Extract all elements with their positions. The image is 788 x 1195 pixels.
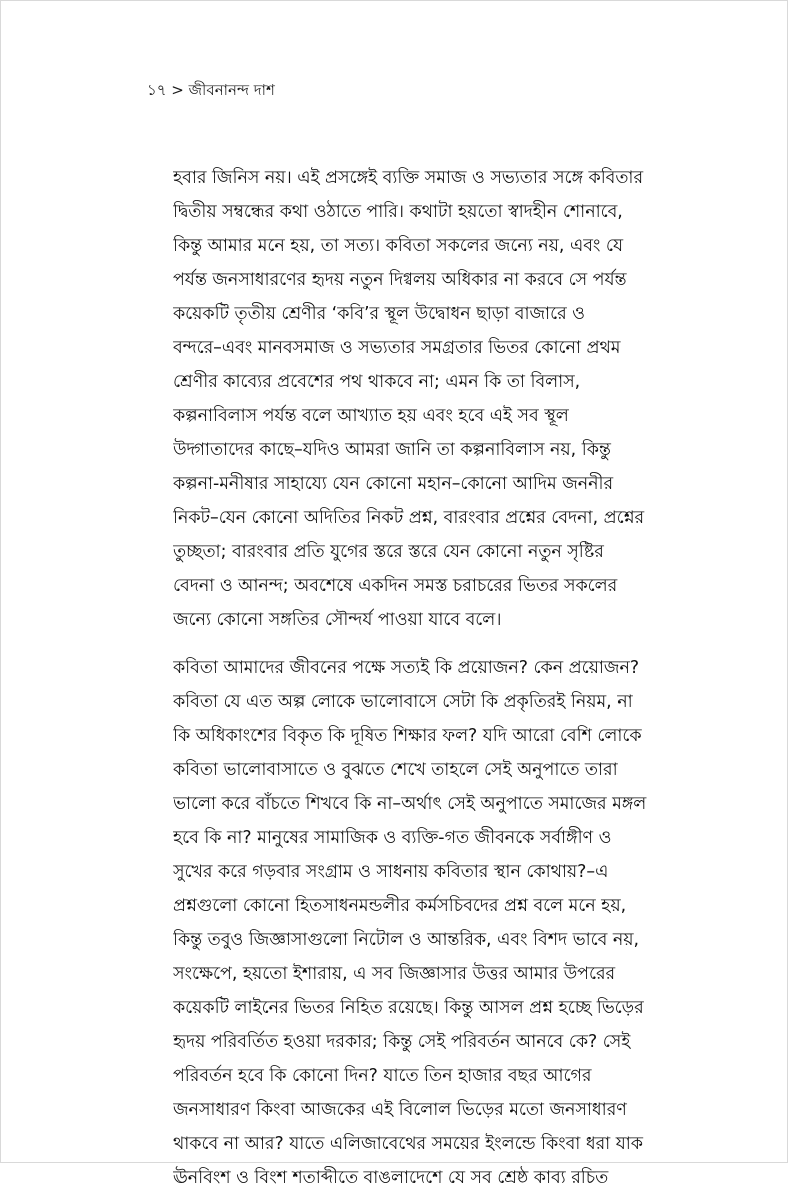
- text-line: নিকট–যেন কোনো অদিতির নিকট প্রশ্ন, বারংবার প্রশ্নের বেদনা, প্রশ্নের: [173, 508, 645, 528]
- text-line: সংক্ষেপে, হয়তো ইশারায়, এ সব জিজ্ঞাসার উত্তর আমার উপরের: [173, 964, 616, 984]
- text-line: জন্যে কোনো সঙ্গতির সৌন্দর্য পাওয়া যাবে বলে।: [173, 610, 502, 630]
- text-line: কল্পনা-মনীষার সাহায্যে যেন কোনো মহান–কোনো আদিম জননীর: [173, 474, 614, 494]
- text-line: পরিবর্তন হবে কি কোনো দিন? যাতে তিন হাজার বছর আগের: [173, 1066, 592, 1086]
- header-separator: >: [171, 81, 184, 99]
- text-line: উদ্গাতাদের কাছে–যদিও আমরা জানি তা কল্পনাবিলাস নয়, কিন্তু: [173, 440, 611, 460]
- text-line: কবিতা যে এত অল্প লোকে ভালোবাসে সেটা কি প্রকৃতিরই নিয়ম, না: [173, 692, 633, 712]
- text-line: পর্যন্ত জনসাধারণের হৃদয় নতুন দিগ্বলয় অধিকার না করবে সে পর্যন্ত: [173, 270, 627, 290]
- text-line: হৃদয় পরিবর্তিত হওয়া দরকার; কিন্তু সেই পরিবর্তন আনবে কে? সেই: [173, 1032, 631, 1052]
- text-line: তুচ্ছতা; বারংবার প্রতি যুগের স্তরে স্তরে যেন কোনো নতুন সৃষ্টির: [173, 542, 604, 562]
- running-head: [147, 79, 275, 104]
- text-line: হবে কি না? মানুষের সামাজিক ও ব্যক্তি-গত জীবনকে সর্বাঙ্গীণ ও: [173, 828, 612, 848]
- text-line: বন্দরে–এবং মানবসমাজ ও সভ্যতার সমগ্রতার ভিতর কোনো প্রথম: [173, 338, 621, 358]
- text-line: হবার জিনিস নয়। এই প্রসঙ্গেই ব্যক্তি সমাজ ও সভ্যতার সঙ্গে কবিতার: [173, 168, 644, 188]
- text-line: ঊনবিংশ ও বিংশ শতাব্দীতে বাঙলাদেশে যে সব শ্রেষ্ঠ কাব্য রচিত: [173, 1168, 609, 1188]
- text-line: কিন্তু তবুও জিজ্ঞাসাগুলো নিটোল ও আন্তরিক, এবং বিশদ ভাবে নয়,: [173, 930, 639, 950]
- text-line: কয়েকটি তৃতীয় শ্রেণীর ‘কবি’র স্থূল উদ্বোধন ছাড়া বাজারে ও: [173, 304, 585, 324]
- text-line: কয়েকটি লাইনের ভিতর নিহিত রয়েছে। কিন্তু আসল প্রশ্ন হচ্ছে ভিড়ের: [173, 998, 644, 1018]
- text-line: বেদনা ও আনন্দ; অবশেষে একদিন সমস্ত চরাচরের ভিতর সকলের: [173, 576, 618, 596]
- text-line: কি অধিকাংশের বিকৃত কি দূষিত শিক্ষার ফল? যদি আরো বেশি লোকে: [173, 726, 642, 746]
- text-line: প্রশ্নগুলো কোনো হিতসাধনমন্ডলীর কর্মসচিবদের প্রশ্ন বলে মনে হয়,: [173, 896, 627, 916]
- paragraph-1: [173, 161, 673, 637]
- text-line: কবিতা ভালোবাসাতে ও বুঝতে শেখে তাহলে সেই অনুপাতে তারা: [173, 760, 618, 780]
- text-line: শ্রেণীর কাব্যের প্রবেশের পথ থাকবে না; এমন কি তা বিলাস,: [173, 372, 581, 392]
- paragraph-2: [173, 651, 673, 1195]
- running-title: জীবনানন্দ দাশ: [188, 81, 275, 99]
- text-line: ভালো করে বাঁচতে শিখবে কি না–অর্থাৎ সেই অনুপাতে সমাজের মঙ্গল: [173, 794, 647, 814]
- page-number: ১৭: [147, 81, 167, 99]
- text-line: কবিতা আমাদের জীবনের পক্ষে সত্যই কি প্রয়োজন? কেন প্রয়োজন?: [173, 658, 640, 678]
- body-text: [173, 161, 673, 1195]
- text-line: কিন্তু আমার মনে হয়, তা সত্য। কবিতা সকলের জন্যে নয়, এবং যে: [173, 236, 623, 256]
- text-line: থাকবে না আর? যাতে এলিজাবেথের সময়ের ইংলন্ডে কিংবা ধরা যাক: [173, 1134, 643, 1154]
- text-line: দ্বিতীয় সম্বন্ধের কথা ওঠাতে পারি। কথাটা হয়তো স্বাদহীন শোনাবে,: [173, 202, 623, 222]
- text-line: সুখের করে গড়বার সংগ্রাম ও সাধনায় কবিতার স্থান কোথায়?–এ: [173, 862, 609, 882]
- text-line: জনসাধারণ কিংবা আজকের এই বিলোল ভিড়ের মতো জনসাধারণ: [173, 1100, 627, 1120]
- text-line: কল্পনাবিলাস পর্যন্ত বলে আখ্যাত হয় এবং হবে এই সব স্থূল: [173, 406, 569, 426]
